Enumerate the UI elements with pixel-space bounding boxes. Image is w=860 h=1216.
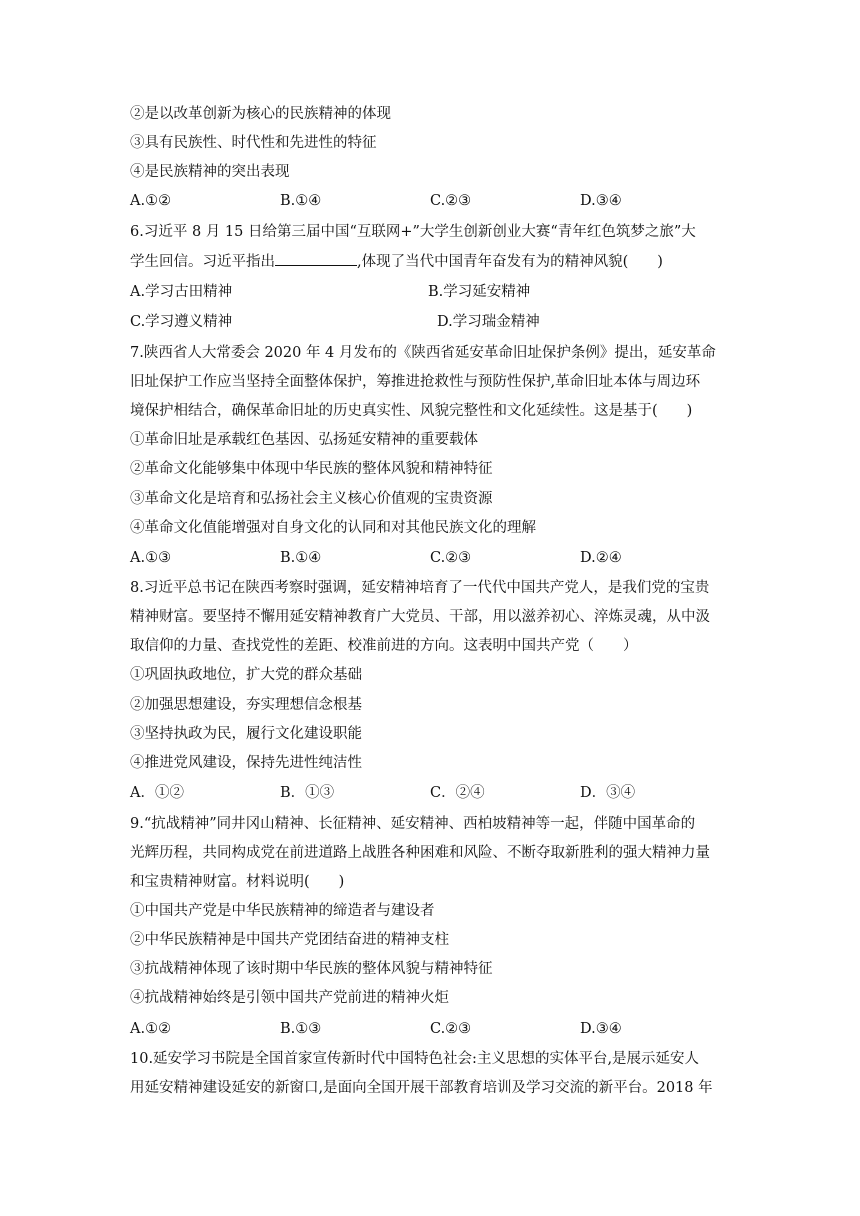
question-6-text: 学生回信。习近平指出 — [130, 254, 275, 270]
option-a: A.①② — [130, 1021, 172, 1037]
option-b: B.①④ — [280, 550, 322, 566]
option-b: B.①④ — [280, 193, 322, 209]
question-7-line: 7.陕西省人大常委会 2020 年 4 月发布的《陕西省延安革命旧址保护条例》提出，延安革命 — [130, 345, 716, 361]
option-c: C.②③ — [430, 550, 472, 566]
statement: ②加强思想建设，夯实理想信念根基 — [130, 697, 362, 713]
answer-blank — [275, 251, 357, 266]
option-c: C．②④ — [430, 785, 485, 801]
statement: ④推进党风建设，保持先进性纯洁性 — [130, 755, 362, 771]
option-d: D．③④ — [580, 785, 636, 801]
statement: ③坚持执政为民，履行文化建设职能 — [130, 726, 362, 742]
statement: ①中国共产党是中华民族精神的缔造者与建设者 — [130, 903, 435, 919]
option-a: A.①③ — [130, 550, 172, 566]
option-b: B.①③ — [280, 1021, 322, 1037]
statement: ②中华民族精神是中国共产党团结奋进的精神支柱 — [130, 932, 449, 948]
statement: ①革命旧址是承载红色基因、弘扬延安精神的重要载体 — [130, 432, 478, 448]
question-10-line: 用延安精神建设延安的新窗口,是面向全国开展干部教育培训及学习交流的新平台。2018 年 — [130, 1080, 713, 1096]
question-8-line: 取信仰的力量、查找党性的差距、校准前进的方向。这表明中国共产党（ ） — [130, 638, 638, 654]
statement: ④抗战精神始终是引领中国共产党前进的精神火炬 — [130, 990, 449, 1006]
question-7-line: 境保护相结合，确保革命旧址的历史真实性、风貌完整性和文化延续性。这是基于( ) — [130, 403, 693, 419]
option-b: B.学习延安精神 — [428, 284, 531, 300]
option-c: C.②③ — [430, 1021, 472, 1037]
question-6-line — [130, 251, 742, 272]
statement: ④革命文化值能增强对自身文化的认同和对其他民族文化的理解 — [130, 520, 536, 536]
option-a: A.学习古田精神 — [130, 284, 233, 300]
question-8-line: 8.习近平总书记在陕西考察时强调，延安精神培育了一代代中国共产党人，是我们党的宝贵 — [130, 580, 710, 596]
question-9-line: 和宝贵精神财富。材料说明( ) — [130, 874, 345, 890]
option-d: D.学习瑞金精神 — [437, 314, 540, 330]
option-b: B．①③ — [280, 785, 335, 801]
question-6-text: ,体现了当代中国青年奋发有为的精神风貌( ) — [357, 254, 663, 270]
question-7-line: 旧址保护工作应当坚持全面整体保护，筹推进抢救性与预防性保护,革命旧址本体与周边环 — [130, 374, 701, 390]
option-c: C.②③ — [430, 193, 472, 209]
option-a: A．①② — [130, 785, 184, 801]
statement: ④是民族精神的突出表现 — [130, 164, 290, 180]
option-d: D.③④ — [580, 193, 622, 209]
option-d: D.②④ — [580, 550, 622, 566]
question-6-line: 6.习近平 8 月 15 日给第三届中国“互联网+”大学生创新创业大赛“青年红色筑梦之旅”大 — [130, 224, 696, 240]
question-9-line: 9.“抗战精神”同井冈山精神、长征精神、延安精神、西柏坡精神等一起，伴随中国革命的 — [130, 816, 696, 832]
statement: ②革命文化能够集中体现中华民族的整体风貌和精神特征 — [130, 461, 493, 477]
statement: ③革命文化是培育和弘扬社会主义核心价值观的宝贵资源 — [130, 491, 493, 507]
question-8-line: 精神财富。要坚持不懈用延安精神教育广大党员、干部，用以滋养初心、淬炼灵魂，从中汲 — [130, 609, 710, 625]
statement: ③抗战精神体现了该时期中华民族的整体风貌与精神特征 — [130, 961, 493, 977]
question-10-line: 10.延安学习书院是全国首家宣传新时代中国特色社会:主义思想的实体平台,是展示延安人 — [130, 1051, 700, 1067]
statement: ③具有民族性、时代性和先进性的特征 — [130, 135, 377, 151]
option-c: C.学习遵义精神 — [130, 314, 233, 330]
question-9-line: 光辉历程，共同构成党在前进道路上战胜各种困难和风险、不断夺取新胜利的强大精神力量 — [130, 845, 710, 861]
option-a: A.①② — [130, 193, 172, 209]
option-d: D.③④ — [580, 1021, 622, 1037]
statement: ②是以改革创新为核心的民族精神的体现 — [130, 106, 391, 122]
statement: ①巩固执政地位，扩大党的群众基础 — [130, 667, 362, 683]
